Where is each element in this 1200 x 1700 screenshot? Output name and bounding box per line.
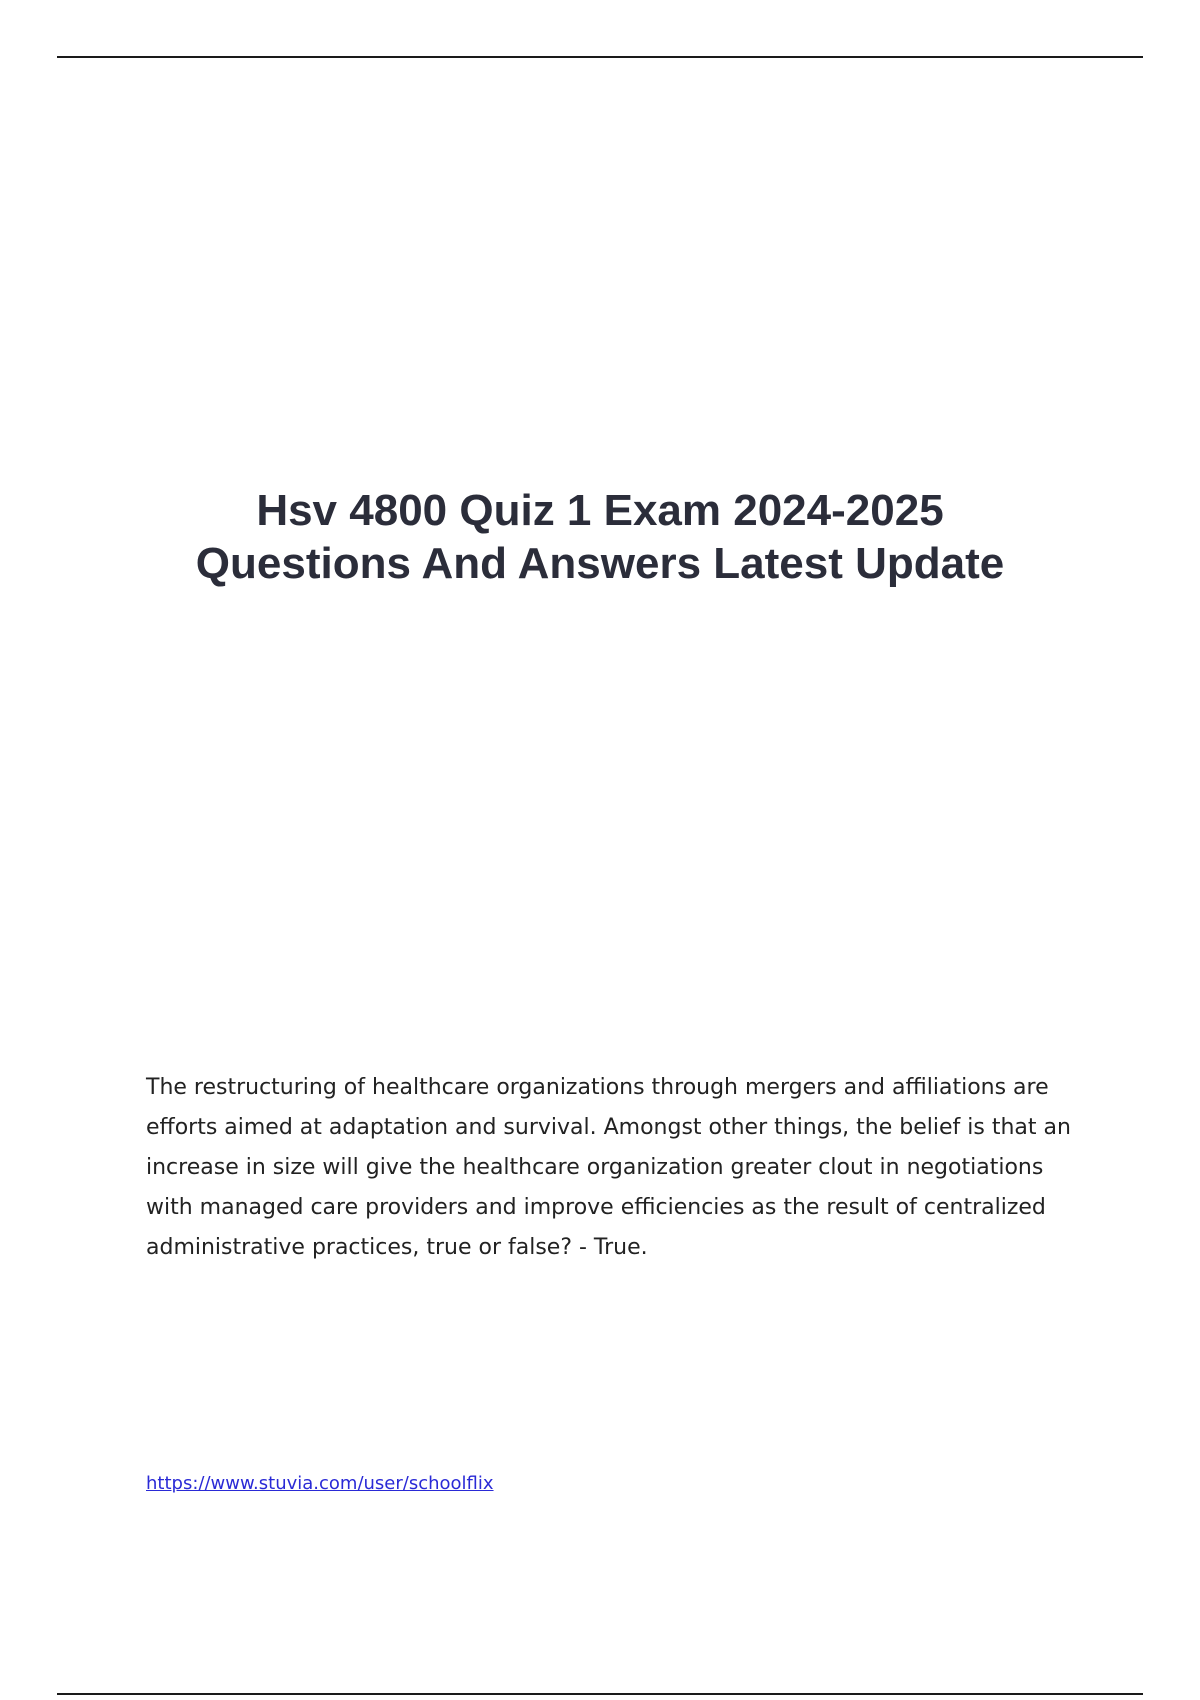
bottom-divider [57,1693,1143,1695]
document-title-line-2: Questions And Answers Latest Update [195,539,1005,588]
document-title-line-1: Hsv 4800 Quiz 1 Exam 2024-2025 [256,486,944,535]
stuvia-profile-link[interactable]: https://www.stuvia.com/user/schoolflix [146,1473,494,1494]
document-title [100,484,1100,590]
top-divider [57,56,1143,58]
question-answer-paragraph: The restructuring of healthcare organizations through mergers and affiliations are efforts aimed at adaptation and survival. Amongst other things, the belief is that an increase in size will give the healthcare organization greater clout in negotiations with managed care providers and improve efficiencies as the result of centralized administrative practices, true or false? - True. [146,1075,1071,1260]
